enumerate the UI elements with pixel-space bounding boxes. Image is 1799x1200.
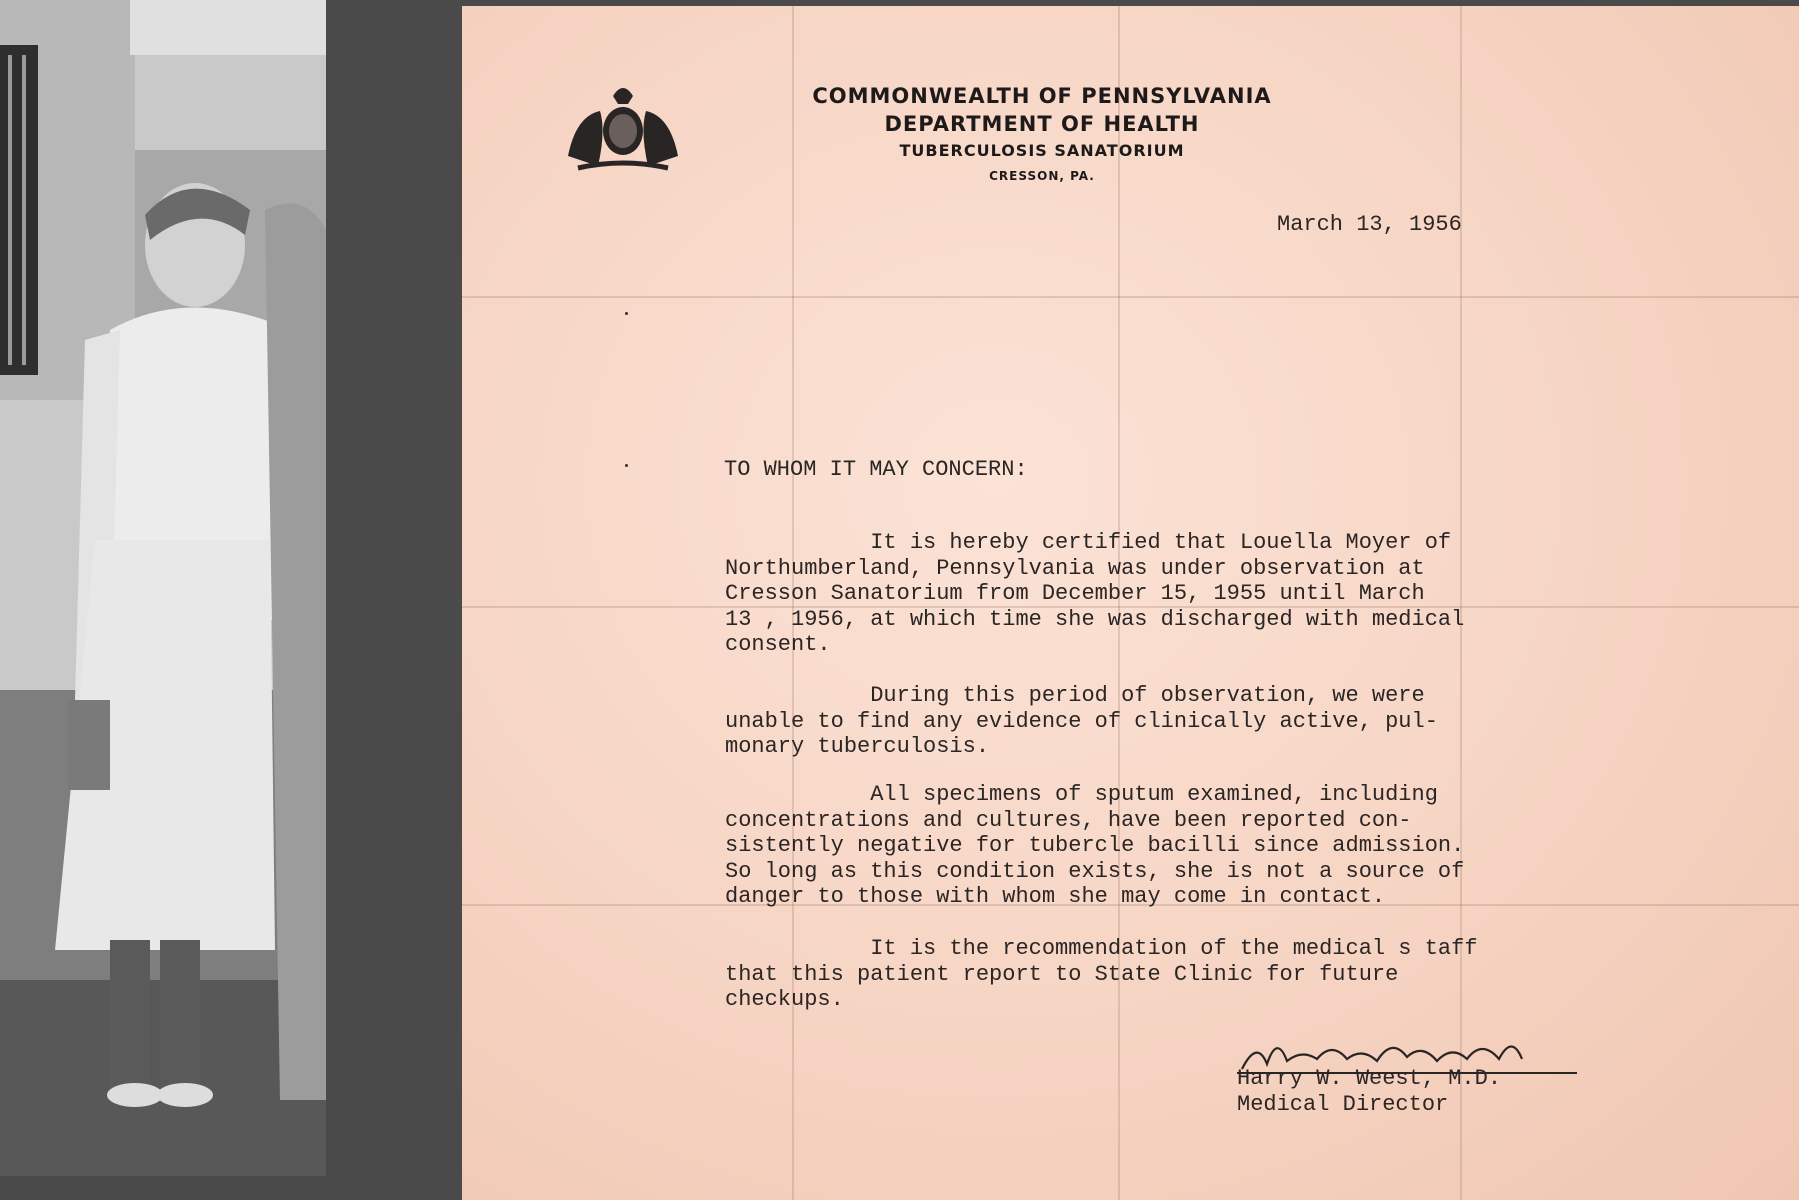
fold-line: [462, 296, 1799, 298]
photograph: [0, 0, 326, 1176]
background-gap: [326, 0, 462, 1200]
paragraph-4: It is the recommendation of the medical s taff that this patient report to State Clinic for future checkups.: [725, 936, 1478, 1012]
salutation: TO WHOM IT MAY CONCERN:: [724, 457, 1028, 482]
sanatorium-letter: [462, 6, 1799, 1200]
letterhead-line-3: TUBERCULOSIS SANATORIUM: [899, 141, 1185, 160]
paragraph-2: During this period of observation, we were unable to find any evidence of clinically active, pul- monary tuberculosis.: [725, 683, 1438, 759]
letterhead-line-2: DEPARTMENT OF HEALTH: [884, 112, 1200, 136]
pennsylvania-seal-icon: [558, 76, 688, 176]
letterhead-line-1: COMMONWEALTH OF PENNSYLVANIA: [812, 84, 1272, 108]
paragraph-1: It is hereby certified that Louella Moyer of Northumberland, Pennsylvania was under observation at Cresson Sanatorium from December 15, 1955 until March 13 , 1956, at which time she was discharged with medical consent.: [725, 530, 1465, 657]
signer-name: Harry W. Weest, M.D.: [1237, 1066, 1502, 1091]
letterhead-line-4: CRESSON, PA.: [989, 169, 1095, 183]
punch-dot: [625, 464, 628, 467]
punch-dot: [625, 312, 628, 315]
woman-photo-illustration: [0, 0, 326, 1176]
signer-title: Medical Director: [1237, 1092, 1449, 1117]
paragraph-3: All specimens of sputum examined, including concentrations and cultures, have been reported con- sistently negative for tubercle bacilli since admission. So long as this condition exists, she is not a source of danger to those with whom she may come in contact.: [725, 782, 1465, 909]
letter-date: March 13, 1956: [1277, 212, 1462, 237]
